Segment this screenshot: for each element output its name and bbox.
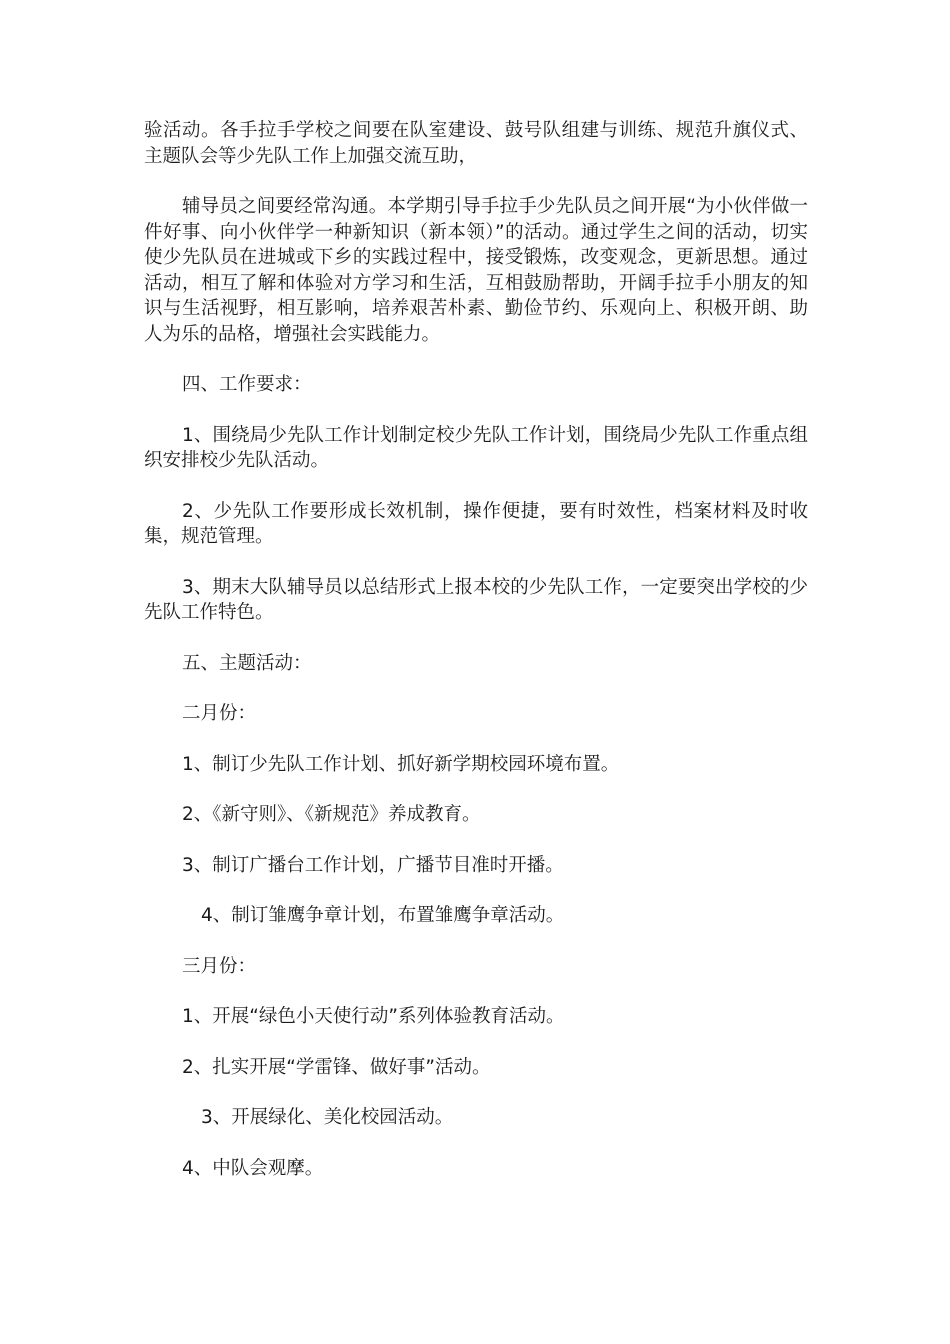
requirement-item-2: 2、少先队工作要形成长效机制，操作便捷，要有时效性，档案材料及时收集，规范管理。 [144, 500, 808, 547]
document-body [144, 118, 808, 1206]
heading-march: 三月份： [182, 955, 257, 977]
february-item-1: 1、制订少先队工作计划、抓好新学期校园环境布置。 [182, 753, 620, 775]
march-item-4: 4、中队会观摩。 [182, 1157, 324, 1179]
february-item-4: 4、制订雏鹰争章计划，布置雏鹰争章活动。 [201, 905, 565, 926]
heading-theme-activities: 五、主题活动： [182, 652, 312, 674]
paragraph-counselor-communication: 辅导员之间要经常沟通。本学期引导手拉手少先队员之间开展“为小伙伴做一件好事、向小伙伴学一种新知识（新本领）”的活动。通过学生之间的活动，切实使少先队员在进城或下乡的实践过程中，接受锻炼，改变观念，更新思想。通过活动，相互了解和体验对方学习和生活，互相鼓励帮助，开阔手拉手小朋友的知识与生活视野，相互影响，培养艰苦朴素、勤俭节约、乐观向上、积极开朗、助人为乐的品格，增强社会实践能力。 [144, 196, 808, 345]
february-item-2: 2、《新守则》、《新规范》养成教育。 [182, 804, 481, 825]
heading-february: 二月份： [182, 703, 257, 724]
heading-work-requirements: 四、工作要求： [182, 374, 312, 395]
march-item-3: 3、开展绿化、美化校园活动。 [201, 1107, 454, 1128]
march-item-2: 2、扎实开展“学雷锋、做好事”活动。 [182, 1056, 491, 1078]
requirement-item-3: 3、期末大队辅导员以总结形式上报本校的少先队工作，一定要突出学校的少先队工作特色。 [144, 576, 808, 623]
february-item-3: 3、制订广播台工作计划，广播节目准时开播。 [182, 854, 564, 876]
paragraph-activity-continuation: 验活动。各手拉手学校之间要在队室建设、鼓号队组建与训练、规范升旗仪式、主题队会等少先队工作上加强交流互助， [144, 120, 808, 167]
requirement-item-1: 1、围绕局少先队工作计划制定校少先队工作计划，围绕局少先队工作重点组织安排校少先队活动。 [144, 424, 808, 471]
march-item-1: 1、开展“绿色小天使行动”系列体验教育活动。 [182, 1006, 565, 1027]
